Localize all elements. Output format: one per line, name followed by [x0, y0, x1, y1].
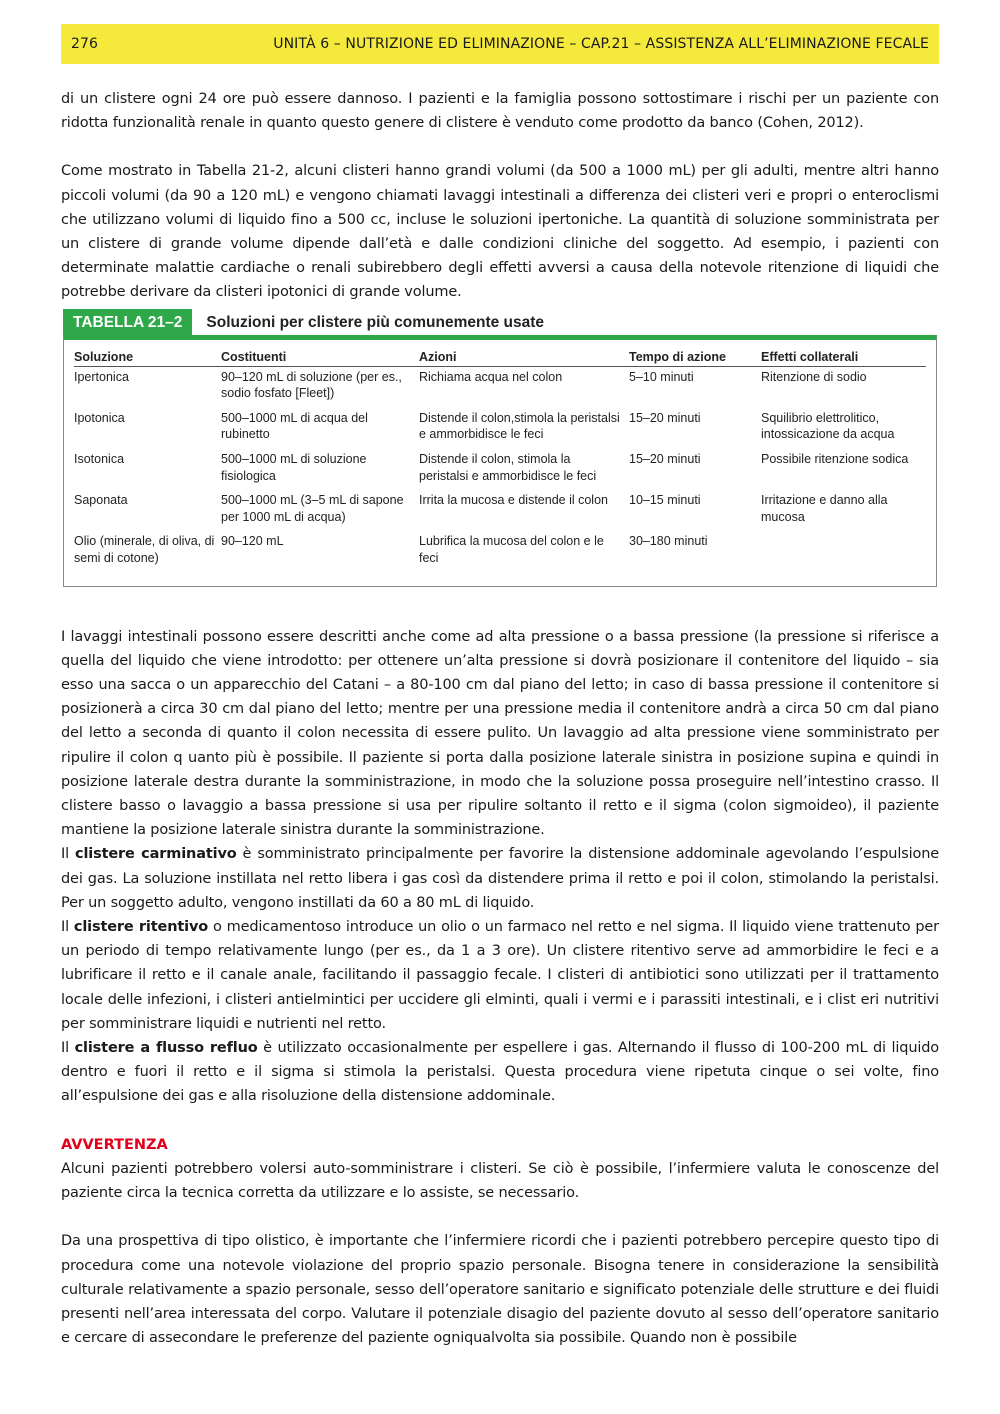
column-header: Azioni [419, 348, 629, 367]
table-row [74, 490, 926, 531]
table-box [63, 335, 937, 587]
table-row [74, 366, 926, 408]
table-header-row [74, 348, 926, 367]
paragraph-7: Da una prospettiva di tipo olistico, è importante che l’infermiere ricordi che i pazienti potrebbero percepire questo tipo di procedura come una notevole violazione del proprio spazio personale. Bisogna tenere in considerazione la sensibilità culturale relativamente a spazio personale, sesso dell’operatore sanitario e significato potenziale delle strutture e dei fluidi presenti nell’area interessata del corpo. Valutare il potenziale disagio del paziente dovuto al sesso dell’operatore sanitario e cercare di assecondare le preferenze del paziente ogniqualvolta sia possibile. Quando non è possibile [61, 1233, 939, 1347]
table-cell: 500–1000 mL (3–5 mL di sapone per 1000 mL di acqua) [221, 493, 404, 524]
paragraph-1: di un clistere ogni 24 ore può essere dannoso. I pazienti e la famiglia possono sottostimare i rischi per un paziente con ridotta funzionalità renale in quanto questo genere di clistere è venduto come prodotto da banco (Cohen, 2012). [61, 91, 939, 132]
table-cell: Olio (minerale, di oliva, di semi di cotone) [74, 534, 215, 565]
warning-title: AVVERTENZA [61, 1136, 168, 1153]
table-cell: 90–120 mL di soluzione (per es., sodio fosfato [Fleet]) [221, 369, 402, 401]
table-caption: Soluzioni per clistere più comunemente usate [206, 313, 545, 331]
table-cell: 10–15 minuti [629, 493, 701, 508]
paragraph-3: I lavaggi intestinali possono essere descritti anche come ad alta pressione o a bassa pressione (la pressione si riferisce a quella del liquido che viene introdotto: per ottenere un’alta pressione si dovrà posizionare il contenitore del liquido – sia esso una sacca o un apparecchio del Catani – a 80-100 cm dal piano del letto; in caso di bassa pressione il contenitore si posizionerà a circa 30 cm dal piano del letto; mentre per una pressione media il contenitore andrà a circa 50 cm dal piano del letto a seconda di quanto il colon necessita di essere pulito. Un lavaggio ad alta pressione viene somministrato per ripulire il colon q uanto più è possibile. Il paziente si porta dalla posizione laterale sinistra in posizione supina e quindi in posizione laterale destra durante la somministrazione, in modo che la soluzione possa proseguire nell’intestino crasso. Il clistere basso o lavaggio a bassa pressione si usa per ripulire soltanto il retto e il sigma (colon sigmoideo), il paziente mantiene la posizione laterale sinistra durante la somministrazione. [61, 628, 939, 839]
table-cell: 15–20 minuti [629, 410, 701, 425]
text-span: è utilizzato occasionalmente per espellere i gas. Alternando il flusso di 100-200 mL di liquido dentro e fuori il retto e il sigma si stimola la peristalsi. Questa procedura viene ripetuta cinque o sei volte, fino all’espulsione dei gas e alla risoluzione della distensione addominale. [61, 1040, 940, 1105]
paragraph-carminativo [61, 842, 939, 915]
term-flusso-refluo: clistere a flusso refluo [74, 1040, 258, 1057]
table-label: TABELLA 21–2 [63, 309, 192, 335]
text-span: è somministrato principalmente per favorire la distensione addominale agevolando l’espulsione dei gas. La soluzione instillata nel retto libera i gas così da distendere prima il retto e poi il colon, stimolando la peristalsi. Per un soggetto adulto, vengono instillati da 60 a 80 mL di liquido. [61, 846, 940, 911]
paragraph-ritentivo [61, 915, 939, 1036]
column-header: Soluzione [74, 348, 221, 367]
table-cell: 5–10 minuti [629, 369, 694, 384]
table-cell: Isotonica [74, 452, 125, 466]
table-row [74, 531, 926, 572]
table-cell: Lubrifica la mucosa del colon e le feci [419, 534, 604, 565]
table-cell: Possibile ritenzione sodica [761, 452, 909, 466]
table-cell: Distende il colon,stimola la peristalsi e ammorbidisce le feci [419, 410, 620, 442]
running-title: UNITÀ 6 – NUTRIZIONE ED ELIMINAZIONE – CAP.21 – ASSISTENZA ALL’ELIMINAZIONE FECALE [273, 36, 929, 52]
table-cell: Ipertonica [74, 369, 129, 384]
running-header [61, 24, 939, 64]
table-21-2 [63, 309, 937, 595]
paragraph-flusso-refluo [61, 1036, 939, 1109]
text-span: Il [61, 846, 76, 863]
solutions-table [74, 348, 926, 573]
column-header: Effetti collaterali [761, 348, 926, 367]
table-cell: Distende il colon, stimola la peristalsi e ammorbidisce le feci [419, 452, 597, 483]
table-cell: 500–1000 mL di soluzione fisiologica [221, 452, 367, 483]
text-span: Il [61, 1040, 75, 1057]
table-cell: Richiama acqua nel colon [419, 369, 563, 384]
paragraph-2: Come mostrato in Tabella 21-2, alcuni clisteri hanno grandi volumi (da 500 a 1000 mL) per gli adulti, mentre altri hanno piccoli volumi (da 90 a 120 mL) e vengono chiamati lavaggi intestinali a differenza dei clisteri veri e propri o enteroclismi che utilizzano volumi di liquido fino a 500 cc, incluse le soluzioni ipertoniche. La quantità di soluzione somministrata per un clistere di grande volume dipende dall’età e dalle condizioni cliniche del soggetto. Ad esempio, i pazienti con determinate malattie cardiache o renali subirebbero degli effetti avversi a causa della notevole ritenzione di liquidi che potrebbe derivare da clisteri ipotonici di grande volume. [61, 163, 939, 301]
term-ritentivo: clistere ritentivo [73, 919, 209, 936]
page-number: 276 [71, 36, 99, 52]
table-cell: 30–180 minuti [629, 534, 708, 549]
table-cell: 90–120 mL [221, 534, 284, 549]
table-row [74, 408, 926, 449]
table-row [74, 449, 926, 490]
text-span: o medicamentoso introduce un olio o un farmaco nel retto e nel sigma. Il liquido viene trattenuto per un periodo di tempo relativamente lungo (per es., da 1 a 3 ore). Un clistere ritentivo serve ad ammorbidire le feci e a lubrificare il retto e il canale anale, facilitando il passaggio fecale. I clisteri di antibiotici sono utilizzati per il trattamento locale delle infezioni, i clisteri antielmintici per uccidere gli elminti, quali i vermi e i parassiti intestinali, e i clist eri nutritivi per somministrare liquidi e nutrienti nel retto. [61, 919, 939, 1032]
warning-text: Alcuni pazienti potrebbero volersi auto-somministrare i clisteri. Se ciò è possibile, l’infermiere valuta le conoscenze del paziente circa la tecnica corretta da utilizzare e lo assiste, se necessario. [61, 1160, 939, 1202]
table-cell: Saponata [74, 493, 128, 508]
term-carminativo: clistere carminativo [75, 846, 237, 863]
column-header: Tempo di azione [629, 348, 761, 367]
table-cell: 15–20 minuti [629, 452, 701, 466]
table-title-bar [63, 309, 937, 335]
table-cell: Irritazione e danno alla mucosa [761, 493, 888, 524]
table-cell: 500–1000 mL di acqua del rubinetto [221, 410, 368, 442]
table-cell: Ritenzione di sodio [761, 369, 867, 384]
column-header: Costituenti [221, 348, 419, 367]
text-span: Il [61, 919, 74, 936]
table-cell: Ipotonica [74, 410, 125, 425]
table-cell: Squilibrio elettrolitico, intossicazione da acqua [761, 410, 895, 442]
table-cell [761, 531, 926, 572]
page-body [61, 87, 939, 1350]
table-cell: Irrita la mucosa e distende il colon [419, 493, 608, 508]
